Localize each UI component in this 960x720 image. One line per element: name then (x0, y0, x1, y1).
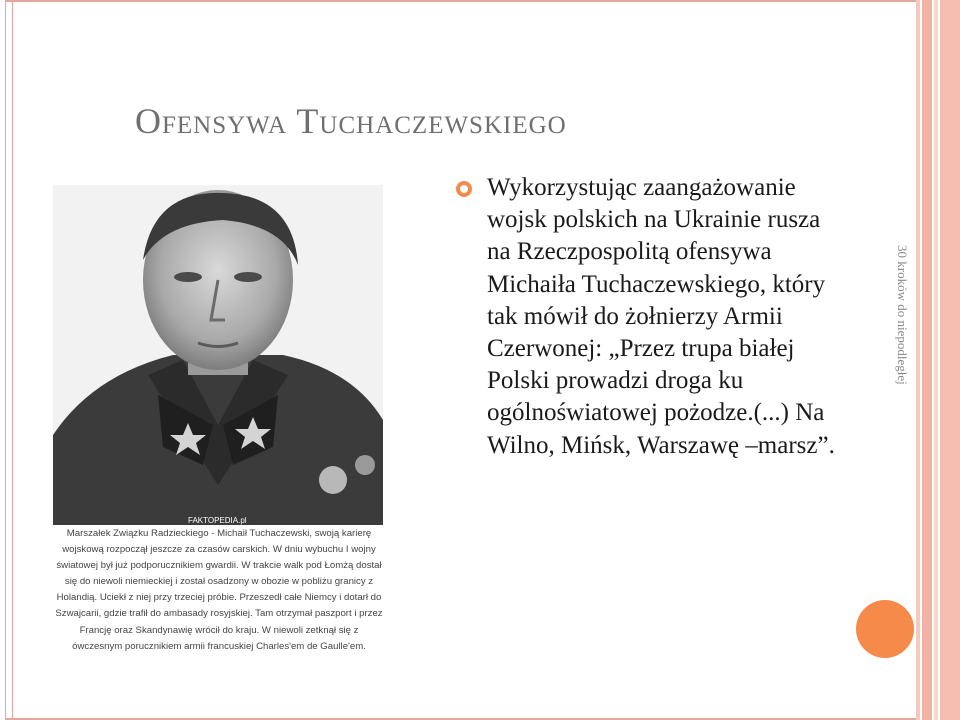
bullet-list (455, 172, 835, 462)
orange-circle-bullet-icon (455, 180, 473, 198)
side-footer (882, 245, 922, 465)
band-3 (934, 0, 938, 720)
photo-caption: Marszałek Związku Radzieckiego - Michaił Tuchaczewski, swoją karierę wojskową rozpoczął jeszcze za czasów carskich. W dniu wybuchu I wojny światowej był już podporucznikiem gwardii. W trakcie walk pod Łomżą dostał się do niewoli niemieckiej i został osadzony w obozie w pobliżu granicy z Holandią. Uciekł z niej przy trzeciej próbie. Przeszedł całe Niemcy i dotarł do Szwajcarii, gdzie trafił do ambasady rosyjskiej. Tam otrzymał paszport i przez Francję oraz Skandynawię wrócił do kraju. W niewoli zetknął się z ówczesnym porucznikiem armii francuskiej Charles'em de Gaulle'em. (55, 528, 383, 652)
photo-source-badge: FAKTOPEDIA.pl (185, 516, 250, 525)
frame-left-border (5, 0, 13, 720)
slide-title: Ofensywa Tuchaczewskiego (135, 101, 567, 141)
right-decorative-bands (916, 0, 960, 720)
frame-top-border (5, 0, 920, 2)
orange-circle-decoration (856, 600, 914, 658)
band-2 (922, 0, 932, 720)
side-footer-text: 30 kroków do niepodległej (895, 245, 910, 385)
portrait-photo (53, 185, 383, 525)
bullet-text: Wykorzystując zaangażowanie wojsk polskich na Ukrainie rusza na Rzeczpospolitą ofensywa Michaiła Tuchaczewskiego, który tak mówił do żołnierzy Armii Czerwonej: „Przez trupa białej Polski prowadzi droga ku ogólnoświatowej pożodze.(...) Na Wilno, Mińsk, Warszawę –marsz”. (487, 174, 835, 459)
band-4 (940, 0, 960, 720)
